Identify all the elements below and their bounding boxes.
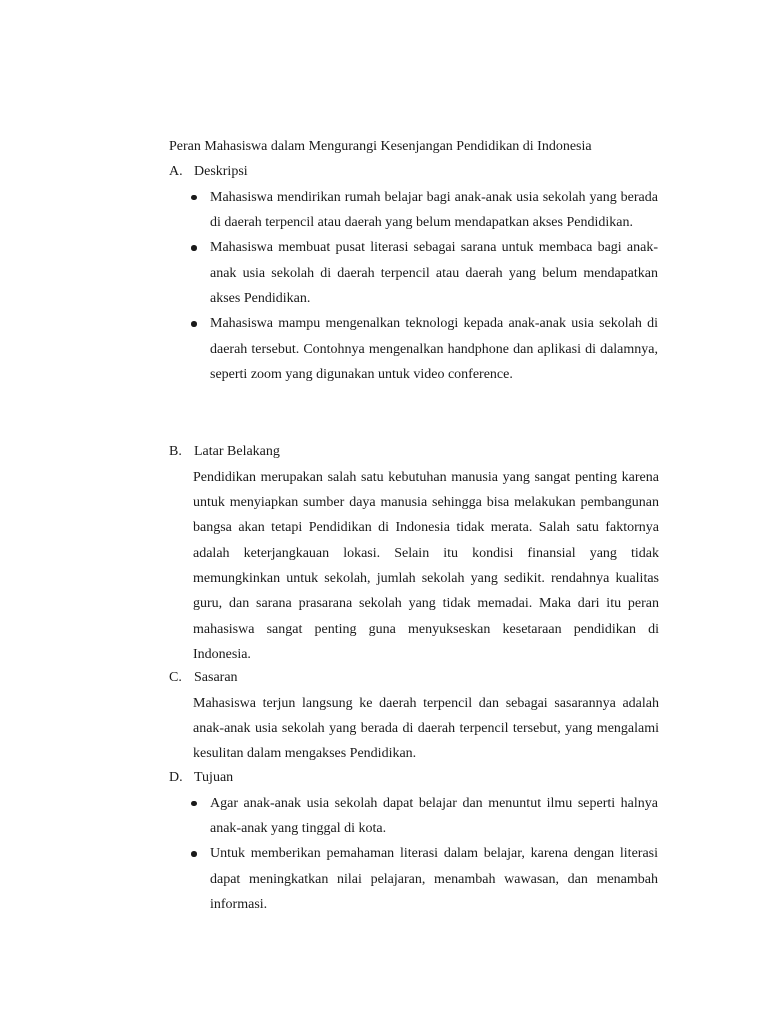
list-item (169, 185, 658, 236)
list-item (169, 791, 658, 842)
section-latar-belakang (169, 442, 659, 667)
section-letter: C. (169, 670, 182, 685)
section-tujuan (169, 768, 659, 917)
list-item-text: Mahasiswa mendirikan rumah belajar bagi anak-anak usia sekolah yang berada di daerah terpencil atau daerah yang belum mendapatkan akses Pendidikan. (210, 189, 658, 231)
bullet-list (169, 791, 659, 917)
list-item-text: Mahasiswa mampu mengenalkan teknologi kepada anak-anak usia sekolah di daerah tersebut. Contohnya mengenalkan handphone dan aplikasi di dalamnya, seperti zoom yang digunakan untuk video conference. (210, 316, 658, 382)
section-label: Deskripsi (194, 164, 248, 179)
list-item (169, 311, 658, 387)
section-heading (169, 668, 659, 693)
list-item-text: Untuk memberikan pemahaman literasi dalam belajar, karena dengan literasi dapat meningkatkan nilai pelajaran, menambah wawasan, dan menambah informasi. (210, 846, 658, 912)
section-heading (169, 768, 659, 793)
bullet-icon (191, 245, 197, 251)
bullet-icon (191, 801, 197, 807)
bullet-list (169, 185, 659, 387)
section-letter: A. (169, 164, 183, 179)
bullet-icon (191, 851, 197, 857)
bullet-icon (191, 195, 197, 201)
section-letter: D. (169, 770, 183, 785)
section-label: Sasaran (194, 670, 238, 685)
list-item (169, 841, 658, 917)
section-label: Tujuan (194, 770, 234, 785)
bullet-icon (191, 321, 197, 327)
section-heading (169, 162, 659, 187)
list-item (169, 235, 658, 311)
section-heading (169, 442, 659, 467)
section-paragraph: Mahasiswa terjun langsung ke daerah terpencil dan sebagai sasarannya adalah anak-anak usia sekolah yang berada di daerah terpencil tersebut, yang mengalami kesulitan dalam mengakses Pendidikan. (193, 695, 659, 762)
document-title: Peran Mahasiswa dalam Mengurangi Kesenjangan Pendidikan di Indonesia (169, 139, 592, 154)
section-deskripsi (169, 162, 659, 387)
section-paragraph: Pendidikan merupakan salah satu kebutuhan manusia yang sangat penting karena untuk menyiapkan sumber daya manusia sehingga bisa melakukan pembangunan bangsa akan tetapi Pendidikan di Indonesia tidak merata. Salah satu faktornya adalah keterjangkauan lokasi. Selain itu kondisi finansial yang tidak memungkinkan untuk sekolah, jumlah sekolah yang sedikit. rendahnya kualitas guru, dan sarana prasarana sekolah yang tidak memadai. Maka dari itu peran mahasiswa sangat penting guna menyukseskan kesetaraan pendidikan di Indonesia. (193, 469, 659, 662)
list-item-text: Mahasiswa membuat pusat literasi sebagai sarana untuk membaca bagi anak-anak usia sekolah di daerah terpencil atau daerah yang belum mendapatkan akses Pendidikan. (210, 240, 658, 306)
section-label: Latar Belakang (194, 444, 280, 459)
list-item-text: Agar anak-anak usia sekolah dapat belajar dan menuntut ilmu seperti halnya anak-anak yang tinggal di kota. (210, 795, 658, 837)
section-sasaran (169, 668, 659, 767)
section-letter: B. (169, 444, 182, 459)
